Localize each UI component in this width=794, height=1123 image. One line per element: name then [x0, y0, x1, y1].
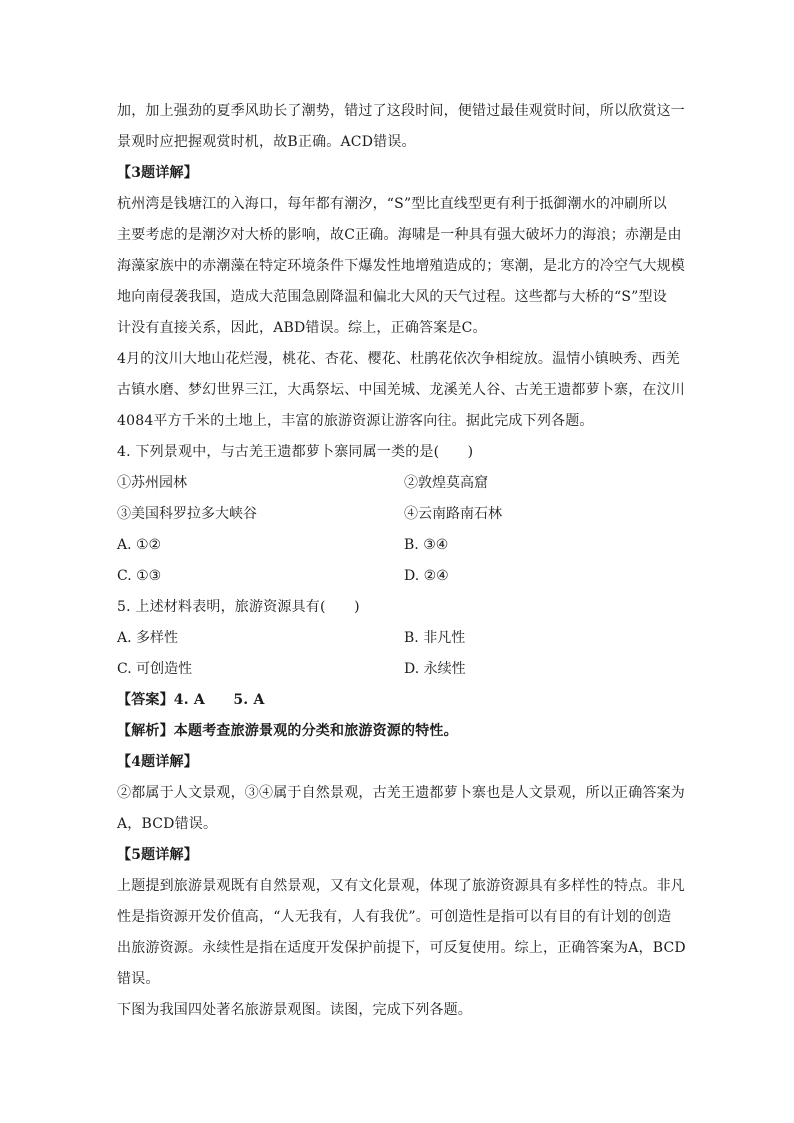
question-stem: 5. 上述材料表明，旅游资源具有( ): [117, 599, 360, 615]
q4-options-row-1: [117, 530, 674, 561]
text-line: 计没有直接关系，因此，ABD错误。综上，正确答案是C。: [117, 320, 487, 336]
text-line: 错误。: [117, 971, 160, 987]
q4-option-b: B. ③④: [404, 537, 449, 553]
text-line: 加，加上强劲的夏季风助长了潮势，错过了这段时间，便错过最佳观赏时间，所以欣赏这一: [117, 103, 685, 119]
q5-options-row-2: [117, 654, 674, 685]
q4-item: ①苏州园林: [117, 475, 187, 491]
section-heading: 【5题详解】: [117, 847, 198, 863]
text-line: A，BCD错误。: [117, 816, 218, 832]
q4-item: ③美国科罗拉多大峡谷: [117, 506, 257, 522]
text-line: 上题提到旅游景观既有自然景观，又有文化景观，体现了旅游资源具有多样性的特点。非凡: [117, 878, 685, 894]
question-stem: 4. 下列景观中，与古羌王遗都萝卜寨同属一类的是( ): [117, 444, 474, 460]
q4-option-d: D. ②④: [404, 568, 449, 584]
q4-option-c: C. ①③: [117, 568, 162, 584]
q4-items-row-2: [117, 499, 674, 530]
section-heading: 【4题详解】: [117, 754, 198, 770]
q4-options-row-2: [117, 561, 674, 592]
text-line: 地向南侵袭我国，造成大范围急剧降温和偏北大风的天气过程。这些都与大桥的“S”型设: [117, 289, 667, 305]
q4-option-a: A. ①②: [117, 537, 162, 553]
answer-line: 【答案】4. A 5. A: [117, 692, 265, 708]
text-line: 景观时应把握观赏时机，故B正确。ACD错误。: [117, 134, 416, 150]
q5-option-b: B. 非凡性: [404, 630, 466, 646]
q4-item: ②敦煌莫高窟: [404, 475, 488, 491]
text-line: ②都属于人文景观，③④属于自然景观，古羌王遗都萝卜寨也是人文景观，所以正确答案为: [117, 785, 685, 801]
q5-option-d: D. 永续性: [404, 661, 466, 677]
q4-items-row-1: [117, 468, 674, 499]
text-line: 4月的汶川大地山花烂漫，桃花、杏花、樱花、杜鹃花依次争相绽放。温情小镇映秀、西羌: [117, 351, 680, 367]
text-line: 海藻家族中的赤潮藻在特定环境条件下爆发性地增殖造成的；寒潮，是北方的冷空气大规模: [117, 258, 685, 274]
q4-item: ④云南路南石林: [404, 506, 502, 522]
text-line: 性是指资源开发价值高，“人无我有，人有我优”。可创造性是指可以有目的有计划的创造: [117, 909, 672, 925]
q5-options-row-1: [117, 623, 674, 654]
q5-option-c: C. 可创造性: [117, 661, 193, 677]
text-line: 杭州湾是钱塘江的入海口，每年都有潮汐，“S”型比直线型更有利于抵御潮水的冲刷所以: [117, 196, 667, 212]
text-line: 4084平方千米的土地上，丰富的旅游资源让游客向往。据此完成下列各题。: [117, 413, 594, 429]
q5-option-a: A. 多样性: [117, 630, 179, 646]
text-line: 主要考虑的是潮汐对大桥的影响，故C正确。海啸是一种具有强大破坏力的海浪；赤潮是由: [117, 227, 682, 243]
text-line: 下图为我国四处著名旅游景观图。读图，完成下列各题。: [117, 1002, 472, 1018]
analysis-line: 【解析】本题考查旅游景观的分类和旅游资源的特性。: [117, 723, 458, 739]
text-line: 古镇水磨、梦幻世界三江，大禹祭坛、中国羌城、龙溪羌人谷、古羌王遗都萝卜寨，在汶川: [117, 382, 685, 398]
text-line: 出旅游资源。永续性是指在适度开发保护前提下，可反复使用。综上，正确答案为A，BCD: [117, 940, 686, 956]
section-heading: 【3题详解】: [117, 165, 198, 181]
